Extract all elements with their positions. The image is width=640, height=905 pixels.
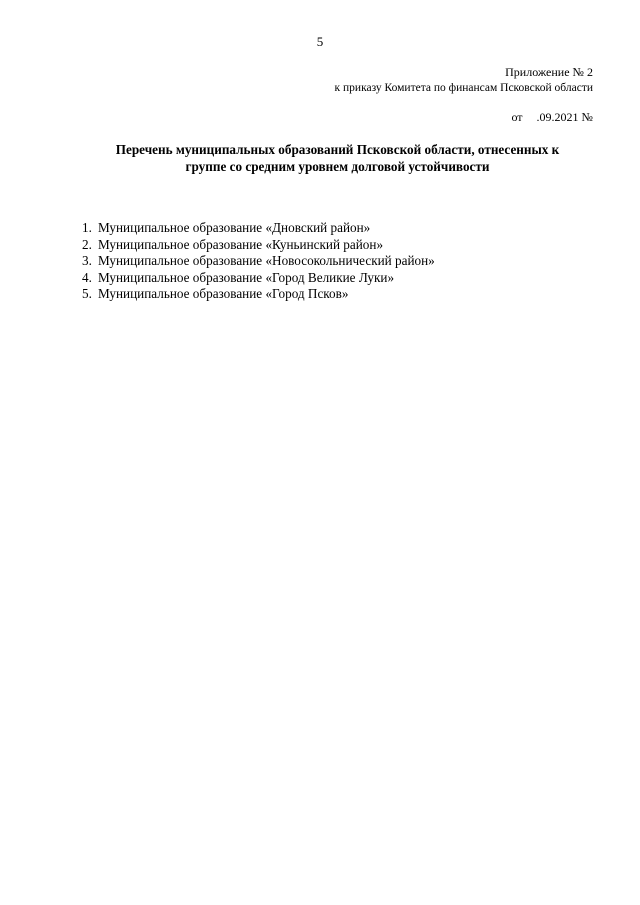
document-title [60,141,615,175]
appendix-title: Приложение № 2 [505,65,593,79]
list-item-text: Муниципальное образование «Куньинский район» [98,236,384,252]
appendix-date [511,109,593,125]
list-item [82,220,435,237]
list-item-text: Муниципальное образование «Город Псков» [98,286,349,301]
list-item [82,270,435,287]
list-item-number: 3. [82,253,92,268]
document-title-line-2: группе со средним уровнем долговой устойчивости [185,159,490,174]
list-item [82,253,435,270]
list-item-number: 4. [82,269,92,285]
document-title-line-1: Перечень муниципальных образований Псковской области, отнесенных к [115,142,560,157]
appendix-date-prefix: от [511,110,523,124]
appendix-date-value: .09.2021 № [536,110,593,124]
list-item-number: 1. [82,220,92,235]
list-item-text: Муниципальное образование «Дновский район» [98,220,371,235]
list-item [82,286,435,303]
appendix-order-reference: к приказу Комитета по финансам Псковской области [334,82,593,94]
list-item [82,237,435,254]
municipality-list [82,220,435,303]
list-item-number: 2. [82,236,92,252]
list-item-text: Муниципальное образование «Город Великие Луки» [98,269,395,285]
list-item-number: 5. [82,286,92,301]
page-number: 5 [316,34,324,49]
list-item-text: Муниципальное образование «Новосокольнический район» [98,253,435,268]
